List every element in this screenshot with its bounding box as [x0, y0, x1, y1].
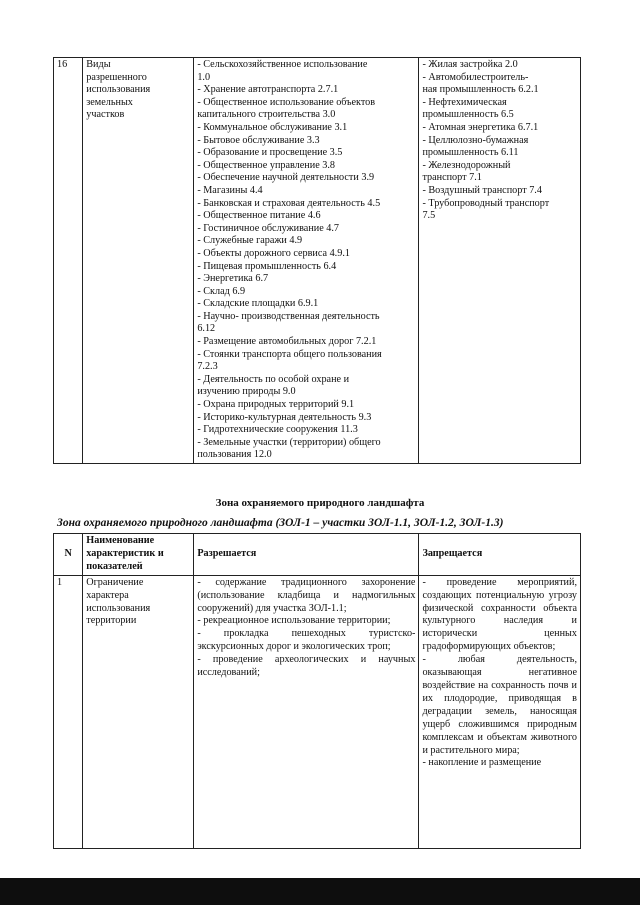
- table-row: [54, 575, 581, 848]
- table-row: [54, 58, 581, 464]
- allowed-use-line: - Образование и просвещение 3.5: [197, 147, 343, 159]
- allowed-use-line: - Бытовое обслуживание 3.3: [197, 134, 320, 146]
- forbidden-use-line: - Железнодорожный: [422, 159, 511, 171]
- allowed-use-line: - Банковская и страховая деятельность 4.5: [197, 197, 381, 209]
- forbidden-use-line: 7.5: [422, 210, 436, 222]
- allowed-use-line: изучению природы 9.0: [197, 386, 296, 398]
- row-name-line: разрешенного: [86, 71, 147, 83]
- row-name-line: территории: [86, 615, 137, 627]
- row-number: 16: [54, 58, 83, 464]
- allowed-item: - прокладка пешеходных туристско-экскурсионных дорог и экологических троп;: [197, 628, 416, 653]
- allowed-use-line: - Коммунальное обслуживание 3.1: [197, 121, 348, 133]
- forbidden-uses-cell: [419, 58, 581, 464]
- allowed-use-line: - Гостиничное обслуживание 4.7: [197, 222, 340, 234]
- forbidden-cell: [419, 575, 581, 848]
- row-name-line: участков: [86, 109, 125, 121]
- allowed-cell: [194, 575, 419, 848]
- allowed-use-line: - Пищевая промышленность 6.4: [197, 260, 337, 272]
- forbidden-item: - любая деятельность, оказывающая негативное воздействие на сохранность почв и их плодородие, приводящая в деградации земель, наносящая ущерб сложившимся природным комплексам и объектам животного и растительного мира;: [422, 654, 577, 756]
- forbidden-use-line: - Жилая застройка 2.0: [422, 59, 518, 70]
- zone-title: Зона охраняемого природного ландшафта: [215, 497, 425, 509]
- forbidden-use-line: промышленность 6.5: [422, 109, 514, 121]
- header-name-line: показателей: [86, 560, 143, 572]
- table-header-row: [54, 534, 581, 576]
- header-name-line: Наименование: [86, 535, 155, 546]
- allowed-use-line: - Размещение автомобильных дорог 7.2.1: [197, 336, 377, 348]
- row-name-line: использования: [86, 602, 151, 614]
- allowed-use-line: - Сельскохозяйственное использование: [197, 59, 368, 70]
- allowed-item: - рекреационное использование территории;: [197, 615, 391, 627]
- forbidden-use-line: - Воздушный транспорт 7.4: [422, 184, 542, 196]
- allowed-use-line: - Складские площадки 6.9.1: [197, 298, 319, 310]
- forbidden-item: - проведение мероприятий, создающих потенциальную угрозу физической сохранности объекта культурного наследия и исторически ценных градоформирующих объектов;: [422, 576, 577, 653]
- allowed-use-line: - Объекты дорожного сервиса 4.9.1: [197, 247, 350, 259]
- permitted-use-table: [53, 57, 581, 464]
- header-forbidden: Запрещается: [419, 534, 581, 576]
- forbidden-use-line: - Трубопроводный транспорт: [422, 197, 550, 209]
- allowed-use-line: 6.12: [197, 323, 216, 335]
- row-name-line: Виды: [86, 59, 111, 70]
- header-number: N: [54, 534, 83, 576]
- allowed-use-line: - Охрана природных территорий 9.1: [197, 399, 355, 411]
- allowed-use-line: - Общественное управление 3.8: [197, 159, 335, 171]
- allowed-use-line: пользования 12.0: [197, 449, 272, 461]
- forbidden-use-line: - Атомная энергетика 6.7.1: [422, 121, 539, 133]
- forbidden-use-line: ная промышленность 6.2.1: [422, 84, 539, 96]
- allowed-use-line: 7.2.3: [197, 361, 218, 373]
- allowed-use-line: - Стоянки транспорта общего пользования: [197, 348, 382, 360]
- zone-subtitle: Зона охраняемого природного ландшафта (ЗОЛ-1 – участки ЗОЛ-1.1, ЗОЛ-1.2, ЗОЛ-1.3): [57, 517, 504, 529]
- allowed-use-line: - Обеспечение научной деятельности 3.9: [197, 172, 375, 184]
- allowed-uses-cell: [194, 58, 419, 464]
- allowed-item: - проведение археологических и научных исследований;: [197, 654, 416, 679]
- allowed-use-line: - Гидротехнические сооружения 11.3: [197, 424, 358, 436]
- row-name-line: Ограничение: [86, 576, 144, 588]
- allowed-use-line: - Магазины 4.4: [197, 184, 263, 196]
- allowed-use-line: - Общественное использование объектов: [197, 96, 376, 108]
- allowed-use-line: - Деятельность по особой охране и: [197, 373, 350, 385]
- forbidden-use-line: транспорт 7.1: [422, 172, 482, 184]
- row-name-line: земельных: [86, 96, 133, 108]
- forbidden-use-line: - Нефтехимическая: [422, 96, 507, 108]
- forbidden-use-line: - Автомобилестроитель-: [422, 71, 529, 83]
- row-number: 1: [54, 575, 83, 848]
- allowed-use-line: 1.0: [197, 71, 211, 83]
- allowed-use-line: - Общественное питание 4.6: [197, 210, 321, 222]
- allowed-use-line: капитального строительства 3.0: [197, 109, 336, 121]
- allowed-use-line: - Энергетика 6.7: [197, 273, 269, 285]
- allowed-use-line: - Научно- производственная деятельность: [197, 310, 380, 322]
- allowed-use-line: - Хранение автотранспорта 2.7.1: [197, 84, 339, 96]
- allowed-use-line: - Историко-культурная деятельность 9.3: [197, 411, 372, 423]
- allowed-item: - содержание традиционного захоронение (использование кладбища и надмогильных сооружений) для участка ЗОЛ-1.1;: [197, 576, 416, 614]
- zone-regulations-table: [53, 533, 581, 849]
- row-name: [83, 575, 194, 848]
- header-name: [83, 534, 194, 576]
- row-name: [83, 58, 194, 464]
- header-name-line: характеристик и: [86, 547, 164, 559]
- row-name-line: использования: [86, 84, 151, 96]
- allowed-use-line: - Склад 6.9: [197, 285, 246, 297]
- allowed-use-line: - Служебные гаражи 4.9: [197, 235, 303, 247]
- forbidden-item: - накопление и размещение: [422, 757, 542, 769]
- header-allowed: Разрешается: [194, 534, 419, 576]
- forbidden-use-line: - Целлюлозно-бумажная: [422, 134, 529, 146]
- allowed-use-line: - Земельные участки (территории) общего: [197, 436, 381, 448]
- scan-bottom-border: [0, 878, 640, 905]
- forbidden-use-line: промышленность 6.11: [422, 147, 519, 159]
- row-name-line: характера: [86, 589, 129, 601]
